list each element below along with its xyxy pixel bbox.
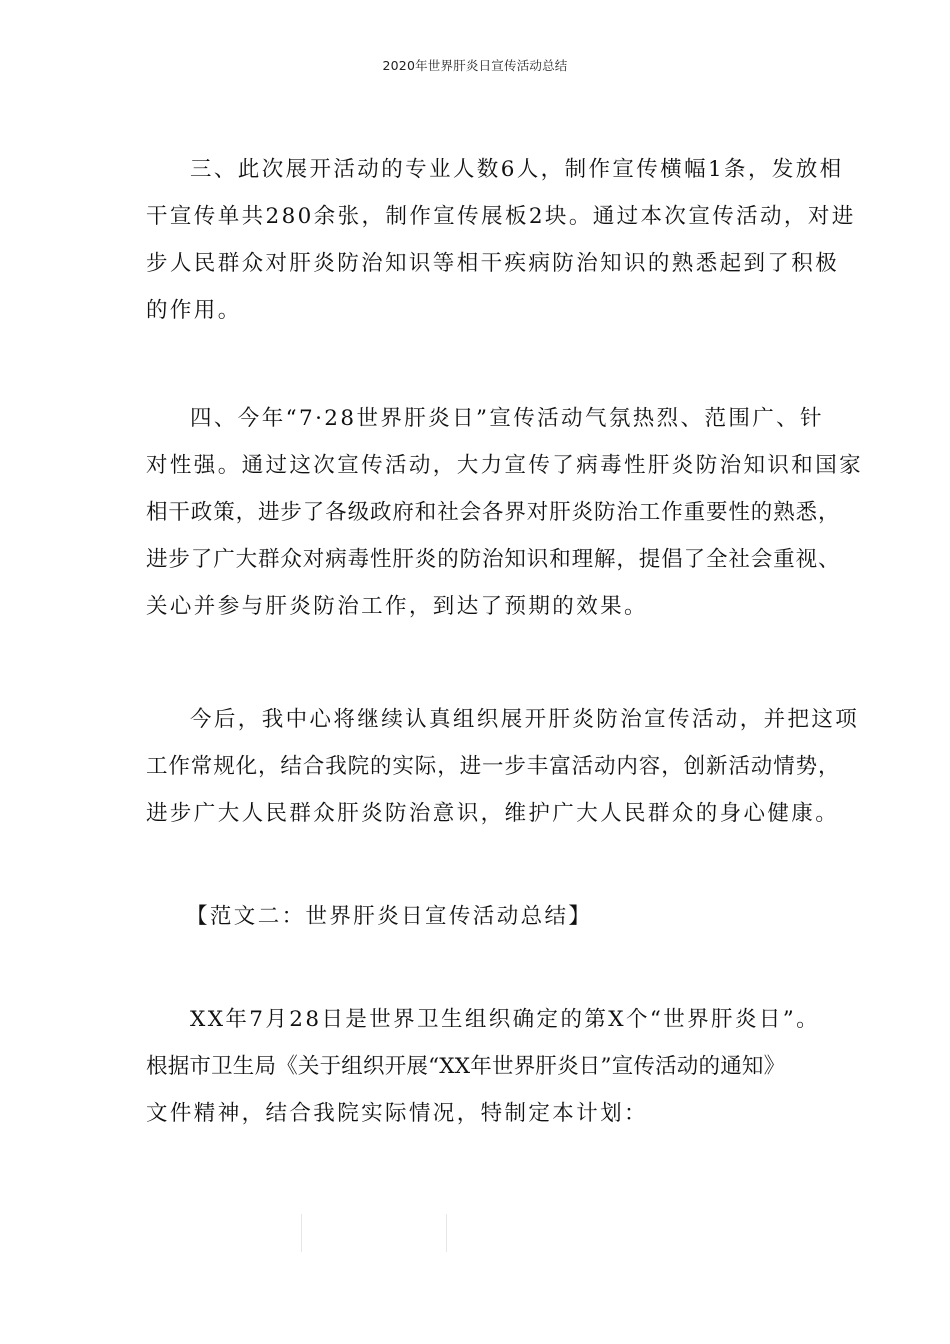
paragraph-line: 文件精神，结合我院实际情况，特制定本计划： [146, 1101, 648, 1126]
paragraph-line: 今后，我中心将继续认真组织展开肝炎防治宣传活动，并把这项 [190, 707, 860, 732]
paragraph-three [146, 146, 856, 334]
paragraph-line: 进步广大人民群众肝炎防治意识，维护广大人民群众的身心健康。 [146, 801, 840, 826]
paragraph-line: 干宣传单共280余张，制作宣传展板2块。通过本次宣传活动，对进 [146, 204, 856, 229]
paragraph-line: 关心并参与肝炎防治工作，到达了预期的效果。 [146, 594, 648, 619]
footer-divider-right [446, 1214, 447, 1252]
paragraph-line: 对性强。通过这次宣传活动，大力宣传了病毒性肝炎防治知识和国家 [146, 453, 864, 478]
running-header: 2020年世界肝炎日宣传活动总结 [382, 58, 568, 73]
section-heading-two-block [146, 893, 836, 940]
section-heading: 【范文二：世界肝炎日宣传活动总结】 [186, 904, 593, 929]
paragraph-line: 四、今年“7·28世界肝炎日”宣传活动气氛热烈、范围广、针 [190, 406, 824, 431]
paragraph-line: 三、此次展开活动的专业人数6人，制作宣传横幅1条，发放相 [190, 157, 844, 182]
paragraph-line: 根据市卫生局《关于组织开展“XX年世界肝炎日”宣传活动的通知》 [146, 1054, 786, 1079]
paragraph-four [146, 395, 864, 630]
paragraph-line: 进步了广大群众对病毒性肝炎的防治知识和理解，提倡了全社会重视、 [146, 547, 841, 572]
paragraph-six [146, 996, 836, 1137]
paragraph-five [146, 696, 860, 837]
footer-divider-left [301, 1214, 302, 1252]
paragraph-line: XX年7月28日是世界卫生组织确定的第X个“世界肝炎日”。 [190, 1007, 821, 1032]
paragraph-line: 工作常规化，结合我院的实际，进一步丰富活动内容，创新活动情势， [146, 754, 841, 779]
paragraph-line: 的作用。 [146, 298, 242, 323]
paragraph-line: 相干政策，进步了各级政府和社会各界对肝炎防治工作重要性的熟悉， [146, 500, 841, 525]
paragraph-line: 步人民群众对肝炎防治知识等相干疾病防治知识的熟悉起到了积极 [146, 251, 840, 276]
